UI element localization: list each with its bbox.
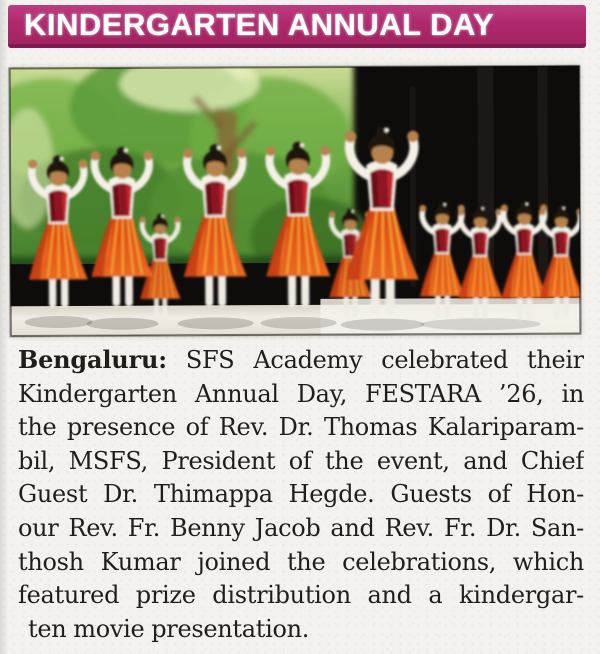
- article-line: the presence of Rev. Dr. Thomas Kalariparam-: [18, 413, 584, 442]
- dateline: Bengaluru:: [18, 345, 167, 374]
- event-photo: [9, 66, 580, 336]
- article-line: our Rev. Fr. Benny Jacob and Rev. Fr. Dr. San-: [18, 513, 584, 542]
- stage-scene-illustration: [9, 66, 580, 336]
- section-banner: [8, 5, 586, 48]
- article-line: featured prize distribution and a kindergar-: [18, 581, 584, 610]
- article-body: [0, 343, 600, 646]
- article-line: thosh Kumar joined the celebrations, which: [18, 547, 584, 576]
- article-line: [18, 343, 584, 378]
- article-line: ten movie presentation.: [28, 614, 310, 643]
- article-line: Guest Dr. Thimappa Hegde. Guests of Hon-: [18, 480, 584, 509]
- article-line: Kindergarten Annual Day, FESTARA ’26, in: [18, 379, 584, 408]
- article-line: bil, MSFS, President of the event, and Chief: [18, 446, 584, 475]
- article-line-text: SFS Academy celebrated their: [185, 346, 584, 374]
- banner-title: KINDERGARTEN ANNUAL DAY: [24, 6, 495, 42]
